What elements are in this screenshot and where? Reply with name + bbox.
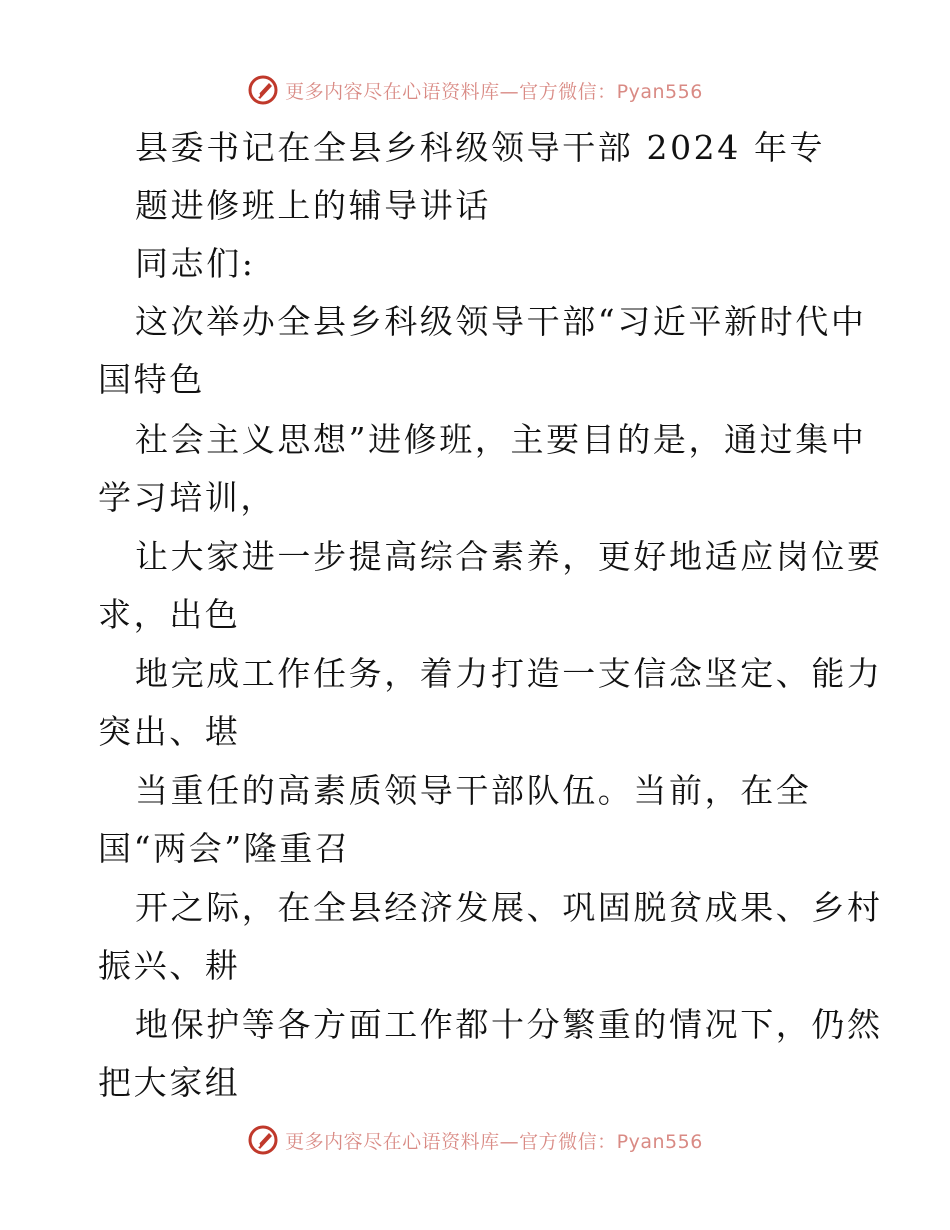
paragraph-line: 国“两会”隆重召	[98, 829, 351, 868]
watermark-group	[247, 74, 703, 106]
watermark-text: 更多内容尽在心语资料库—官方微信：Pyan556	[285, 80, 703, 103]
pen-logo-icon	[247, 1124, 279, 1156]
paragraph-line: 学习培训，	[98, 478, 276, 517]
paragraph-line: 社会主义思想”进修班，主要目的是，通过集中	[135, 420, 867, 459]
watermark-text: 更多内容尽在心语资料库—官方微信：Pyan556	[285, 1130, 703, 1153]
paragraph-line: 开之际，在全县经济发展、巩固脱贫成果、乡村	[135, 888, 883, 927]
pen-logo-icon	[247, 74, 279, 106]
paragraph-line: 把大家组	[98, 1063, 241, 1102]
title-line-2: 题进修班上的辅导讲话	[135, 186, 491, 225]
paragraph-line: 让大家进一步提高综合素养，更好地适应岗位要	[135, 537, 883, 576]
footer-watermark	[0, 1120, 950, 1160]
title-line-1: 县委书记在全县乡科级领导干部 2024 年专	[135, 128, 826, 167]
header-watermark	[0, 70, 950, 110]
paragraph-line: 地完成工作任务，着力打造一支信念坚定、能力	[135, 654, 883, 693]
salutation: 同志们:	[135, 244, 256, 283]
paragraph-line: 振兴、耕	[98, 946, 241, 985]
paragraph-line: 这次举办全县乡科级领导干部“习近平新时代中	[135, 302, 867, 341]
paragraph-line: 求，出色	[98, 595, 241, 634]
paragraph-line: 地保护等各方面工作都十分繁重的情况下，仍然	[135, 1005, 883, 1044]
paragraph-line: 突出、堪	[98, 712, 241, 751]
paragraph-line: 当重任的高素质领导干部队伍。当前，在全	[135, 771, 812, 810]
watermark-group	[247, 1124, 703, 1156]
paragraph-line: 国特色	[98, 360, 205, 399]
